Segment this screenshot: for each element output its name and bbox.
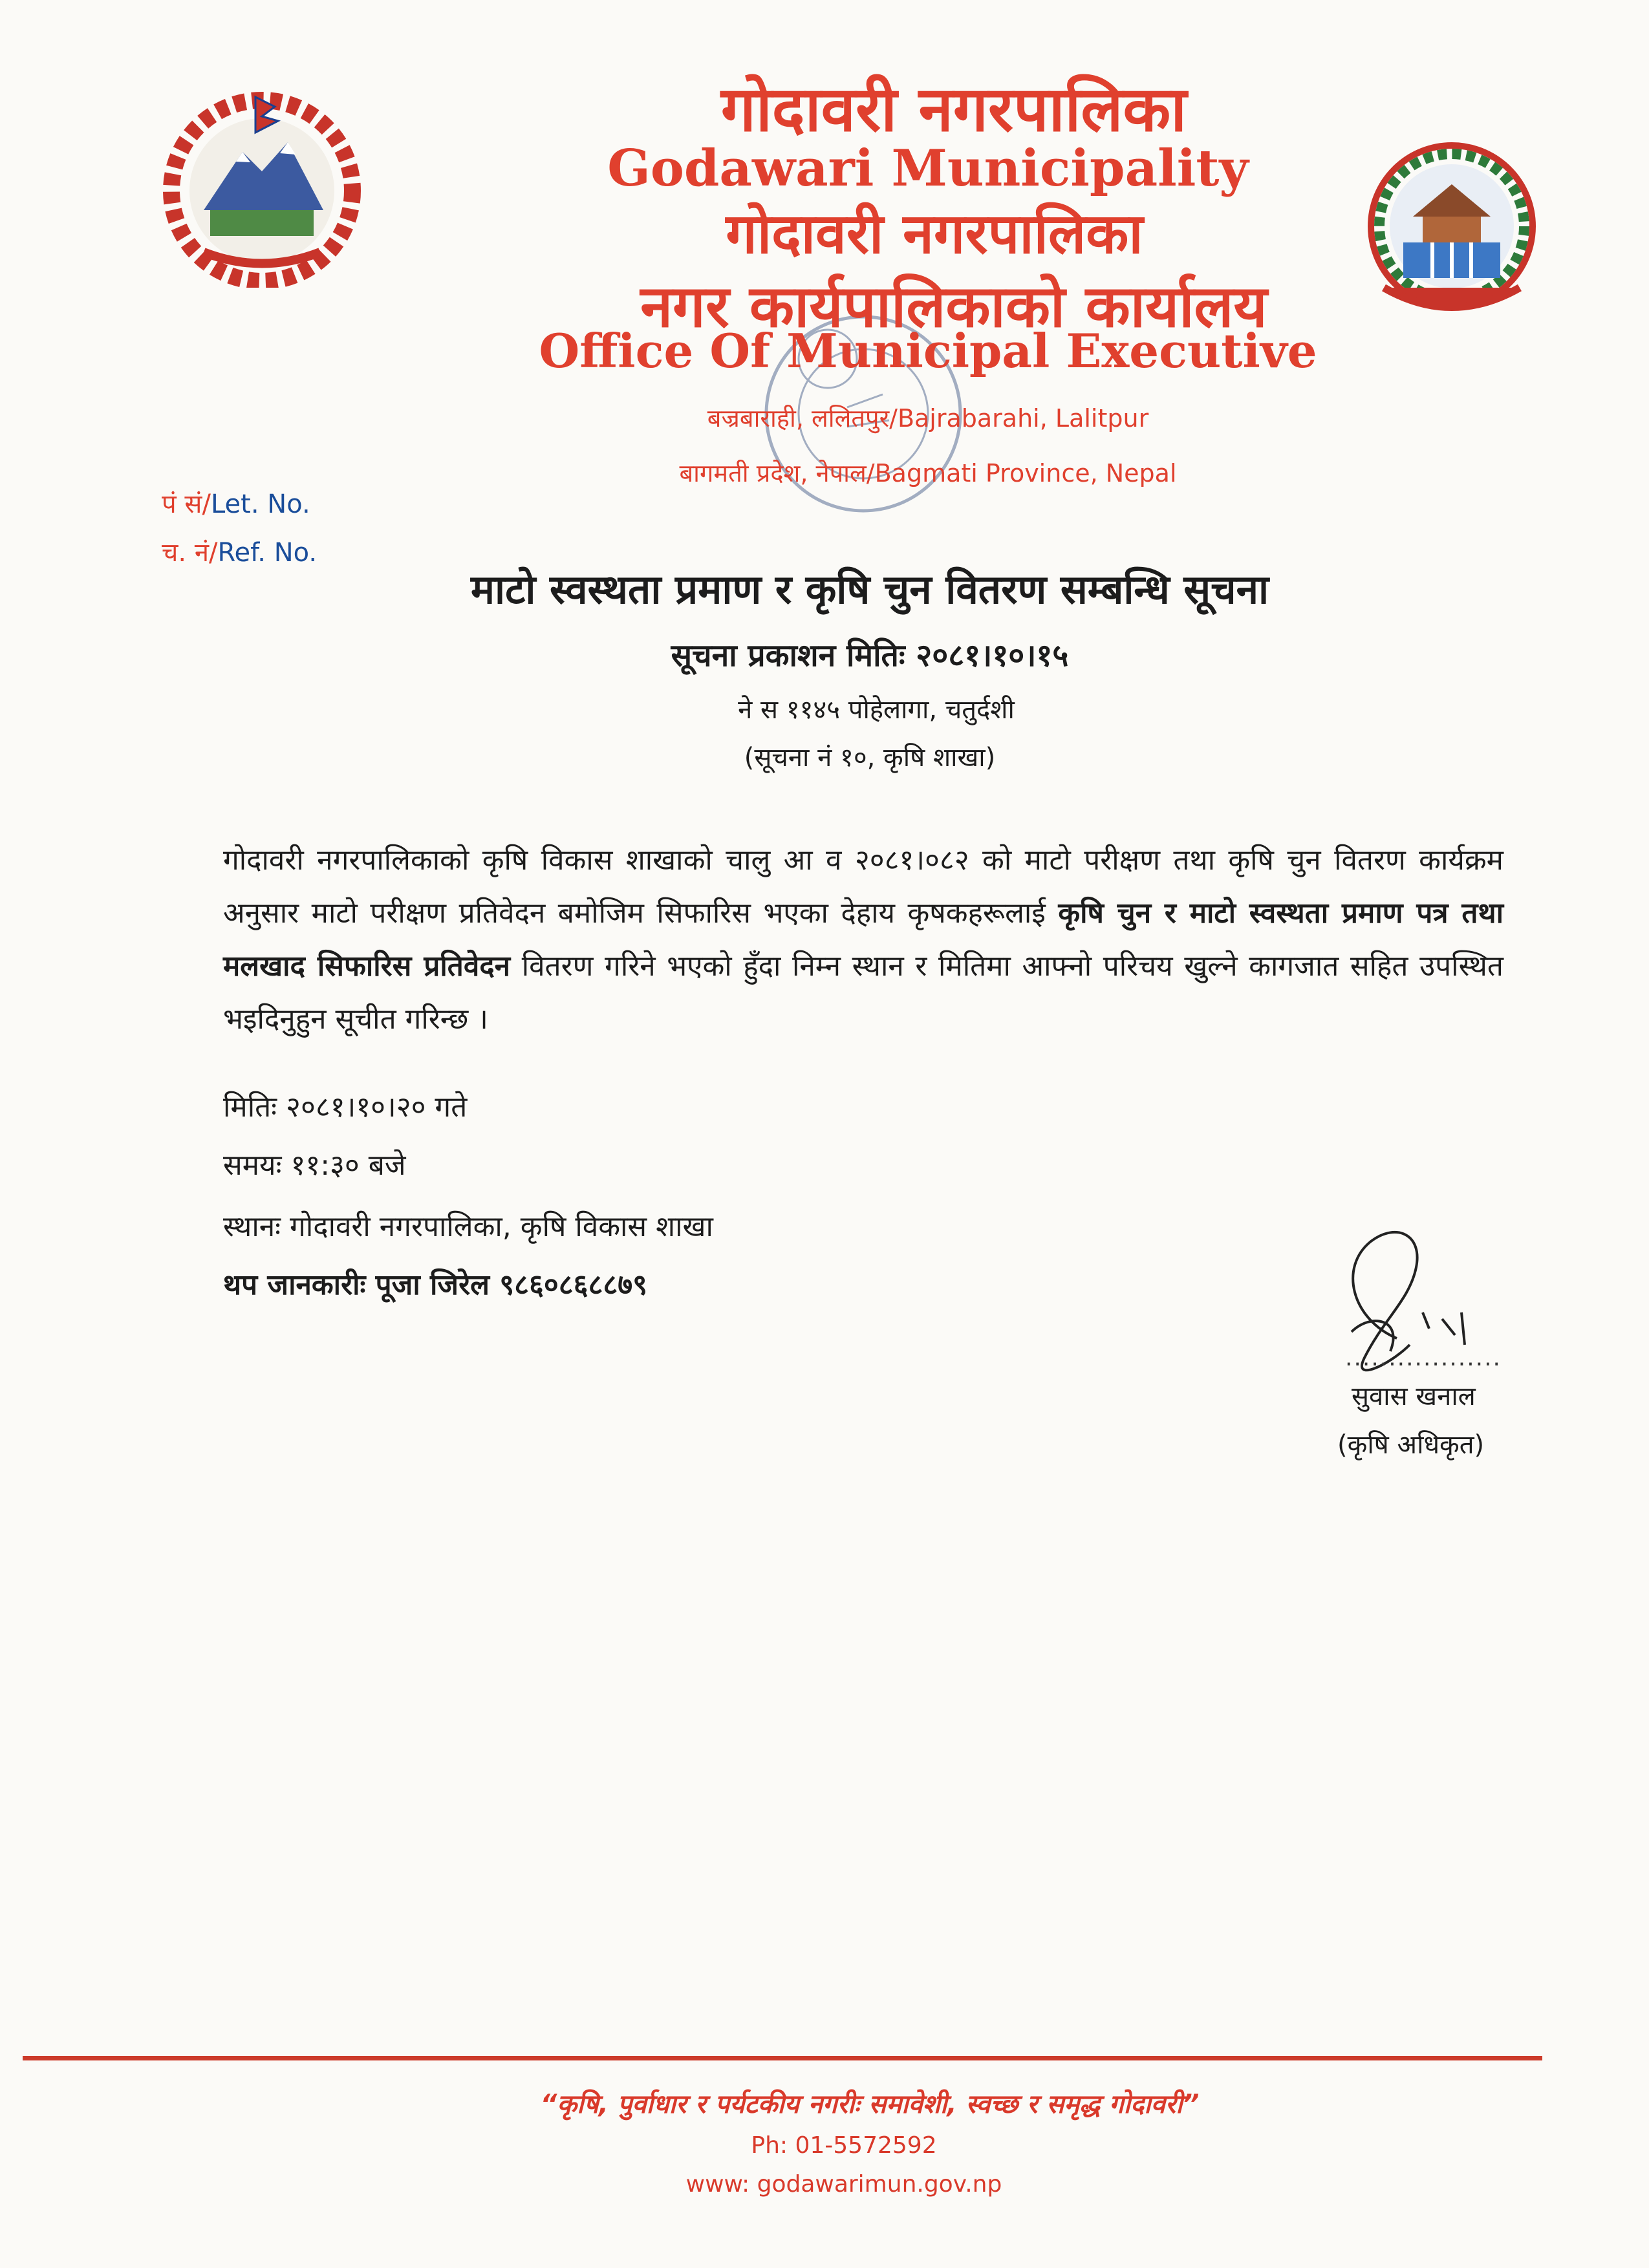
body-text-part-1: गोदावरी नगरपालिकाको कृषि विकास शाखाको चालु आ व २०८१।०८२ को माटो परीक्षण तथा कृषि चुन वितरण कार्यक्रम अनुसार माटो परीक्षण प्रतिवेदन बमोजिम सिफारिस भएका देहाय कृषकहरूलाई xyxy=(223,844,1503,930)
letter-number-nepali: पं सं xyxy=(162,489,202,519)
address-line-1-english: Bajrabarahi, Lalitpur xyxy=(897,404,1149,433)
address-line-2-english: Bagmati Province, Nepal xyxy=(874,459,1177,487)
notice-nepal-sambat-date: ने स ११४५ पोहेलागा, चतुर्दशी xyxy=(738,695,1015,725)
footer-phone: Ph: 01-5572592 xyxy=(751,2132,937,2159)
office-name-english: Office Of Municipal Executive xyxy=(539,323,1317,378)
distribution-time: समयः ११:३० बजे xyxy=(223,1149,406,1182)
office-name-nepali: नगर कार्यपालिकाको कार्यालय xyxy=(640,273,1267,341)
footer-website: www: godawarimun.gov.np xyxy=(685,2171,1002,2198)
address-line-1-nepali: बज्रबाराही, ललितपुर xyxy=(707,404,890,433)
distribution-place: स्थानः गोदावरी नगरपालिका, कृषि विकास शाखा xyxy=(223,1210,713,1243)
body-text-bold: कृषि चुन र माटो स्वस्थता प्रमाण पत्र तथा मलखाद सिफारिस प्रतिवेदन xyxy=(223,897,1503,983)
ref-separator: / xyxy=(202,489,211,519)
reference-number-english: Ref. No. xyxy=(217,538,318,568)
address-separator: / xyxy=(889,404,898,433)
ref-separator: / xyxy=(209,538,218,568)
notice-number: (सूचना नं १०, कृषि शाखा) xyxy=(744,743,996,773)
municipality-name-stylized: गोदावरी नगरपालिका xyxy=(726,202,1143,266)
signatory-title: (कृषि अधिकृत) xyxy=(1337,1430,1485,1460)
reference-number-nepali: च. नं xyxy=(162,538,210,568)
contact-info: थप जानकारीः पूजा जिरेल ९८६०८६८८७९ xyxy=(223,1268,648,1301)
distribution-date: मितिः २०८१।१०।२० गते xyxy=(223,1091,468,1124)
address-line-2 xyxy=(103,456,1649,489)
notice-body-paragraph xyxy=(223,834,1503,1046)
municipality-name-english: Godawari Municipality xyxy=(607,139,1249,198)
body-text-part-2: वितरण गरिने भएको हुँदा निम्न स्थान र मितिमा आफ्नो परिचय खुल्ने कागजात सहित उपस्थित भइदिनुहुन सूचीत गरिन्छ । xyxy=(223,950,1504,1036)
address-separator: / xyxy=(866,459,875,487)
signatory-name: सुवास खनाल xyxy=(1352,1382,1476,1411)
letter-number-label xyxy=(162,485,310,520)
address-line-2-nepali: बागमती प्रदेश, नेपाल xyxy=(679,459,867,487)
footer-slogan: “कृषि, पुर्वाधार र पर्यटकीय नगरीः समावेशी, स्वच्छ र समृद्ध गोदावरी” xyxy=(540,2090,1200,2119)
municipality-name-nepali: गोदावरी नगरपालिका xyxy=(720,73,1187,145)
signature-line: .................. xyxy=(1345,1345,1502,1371)
address-line-1 xyxy=(103,401,1649,434)
letter-number-english: Let. No. xyxy=(210,489,310,519)
notice-publish-date: सूचना प्रकाशन मितिः २०८१।१०।१५ xyxy=(671,637,1069,674)
notice-title: माटो स्वस्थता प्रमाण र कृषि चुन वितरण सम्बन्धि सूचना xyxy=(470,566,1269,613)
footer-divider xyxy=(23,2056,1542,2060)
